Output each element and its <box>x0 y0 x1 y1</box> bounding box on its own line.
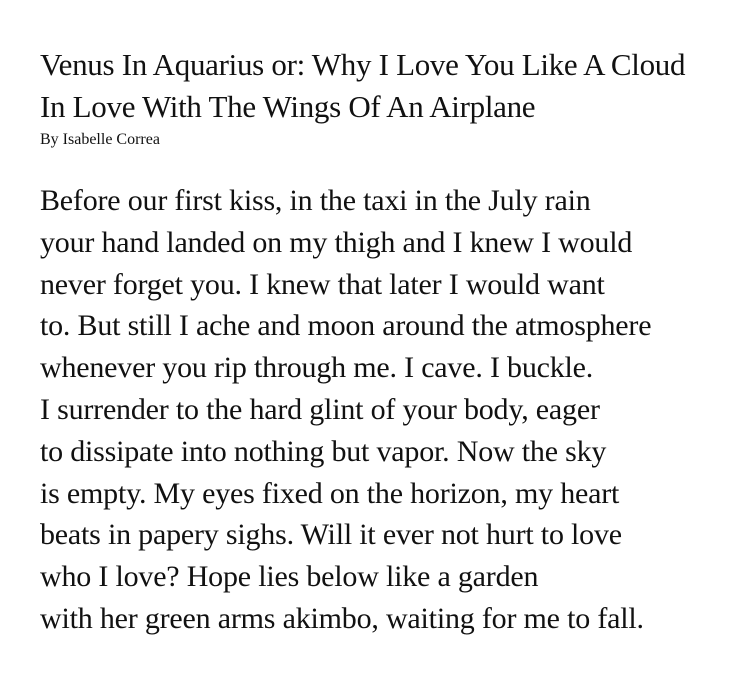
poem-line: whenever you rip through me. I cave. I buckle. <box>40 351 594 385</box>
poem-line: to dissipate into nothing but vapor. Now the sky <box>40 434 607 468</box>
poem-line: never forget you. I knew that later I would want <box>40 267 605 301</box>
poem-title <box>40 44 740 128</box>
poem-line: is empty. My eyes fixed on the horizon, my heart <box>40 476 620 510</box>
poem-line: I surrender to the hard glint of your body, eager <box>40 392 600 426</box>
poem-line: who I love? Hope lies below like a garden <box>40 560 539 594</box>
poem-line: with her green arms akimbo, waiting for me to fall. <box>40 601 644 635</box>
poem-line: beats in papery sighs. Will it ever not hurt to love <box>40 518 622 552</box>
poem-body <box>40 180 740 640</box>
poem-title-line: In Love With The Wings Of An Airplane <box>40 89 536 124</box>
poem-line: to. But still I ache and moon around the atmosphere <box>40 309 652 343</box>
poem-line: your hand landed on my thigh and I knew I would <box>40 225 633 259</box>
poem-page <box>40 44 740 640</box>
poem-title-line: Venus In Aquarius or: Why I Love You Like A Cloud <box>40 47 686 82</box>
poem-line: Before our first kiss, in the taxi in the July rain <box>40 184 591 217</box>
author-byline: By Isabelle Correa <box>40 131 160 148</box>
